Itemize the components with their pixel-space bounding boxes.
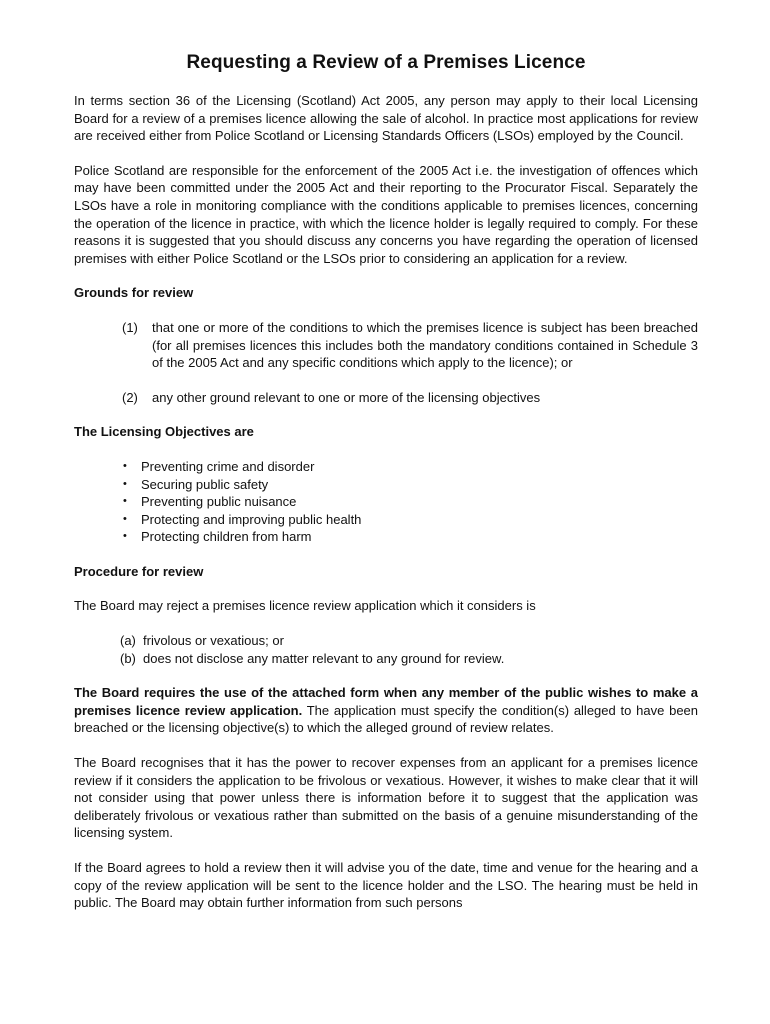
form-requirement-bold: The Board requires the use of the attached form when any member of the public wishes to make a premises licence review application. <box>74 685 698 718</box>
document-page <box>74 50 698 929</box>
procedure-intro: The Board may reject a premises licence review application which it considers is <box>74 598 536 614</box>
objective-text: Securing public safety <box>141 476 269 492</box>
rejection-item <box>120 632 698 650</box>
objective-item <box>122 493 698 511</box>
rejection-list <box>74 632 698 667</box>
bullet-icon: • <box>123 477 127 490</box>
grounds-item-marker: (2) <box>122 389 138 405</box>
rejection-item-text: does not disclose any matter relevant to any ground for review. <box>143 650 505 666</box>
grounds-item-text: that one or more of the conditions to which the premises licence is subject has been breached (for all premises licences this includes both the mandatory conditions contained in Schedule 3 of the 2005 Act and any specific conditions which apply to the licence); or <box>152 319 698 371</box>
grounds-item-text: any other ground relevant to one or more of the licensing objectives <box>152 389 541 405</box>
bullet-icon: • <box>123 495 127 508</box>
grounds-item <box>122 389 698 407</box>
intro-paragraph-1: In terms section 36 of the Licensing (Scotland) Act 2005, any person may apply to their local Licensing Board for a review of a premises licence allowing the sale of alcohol. In practice most applications for review are received either from Police Scotland or Licensing Standards Officers (LSOs) employed by the Council. <box>74 93 698 144</box>
bullet-icon: • <box>123 512 127 525</box>
objective-item <box>122 476 698 494</box>
grounds-heading: Grounds for review <box>74 285 194 301</box>
rejection-item-marker: (a) <box>120 633 136 649</box>
intro-paragraph-2: Police Scotland are responsible for the enforcement of the 2005 Act i.e. the investigation of offences which may have been committed under the 2005 Act and their reporting to the Procurator Fiscal. Separately the LSOs have a role in monitoring compliance with the conditions applicable to premises licences, concerning the operation of the licence in practice, with which the licence holder is legally required to comply. For these reasons it is suggested that you should discuss any concerns you have regarding the operation of licensed premises with either Police Scotland or the LSOs prior to considering an application for a review. <box>74 162 698 266</box>
grounds-list <box>74 319 698 406</box>
objective-item <box>122 458 698 476</box>
bullet-icon: • <box>123 459 127 472</box>
grounds-item <box>122 319 698 372</box>
bullet-icon: • <box>123 530 127 543</box>
objective-text: Preventing public nuisance <box>141 494 297 510</box>
objectives-list <box>74 458 698 546</box>
expenses-paragraph: The Board recognises that it has the power to recover expenses from an applicant for a premises licence review if it considers the application to be frivolous or vexatious. However, it wishes to make clear that it will not consider using that power unless there is information before it to suggest that the application was deliberately frivolous or vexatious rather than submitted on the basis of a genuine misunderstanding of the licensing system. <box>74 755 698 841</box>
hearing-paragraph: If the Board agrees to hold a review then it will advise you of the date, time and venue for the hearing and a copy of the review application will be sent to the licence holder and the LSO. The hearing must be held in public. The Board may obtain further information from such persons <box>74 860 698 911</box>
objective-text: Protecting children from harm <box>141 529 312 545</box>
rejection-item-text: frivolous or vexatious; or <box>143 633 284 649</box>
form-requirement-rest: The application must specify the condition(s) alleged to have been breached or the licensing objective(s) to which the alleged ground of review relates. <box>74 702 699 736</box>
rejection-item <box>120 650 698 668</box>
page-title: Requesting a Review of a Premises Licence <box>186 52 586 73</box>
form-requirement-paragraph <box>74 684 698 737</box>
objectives-heading: The Licensing Objectives are <box>74 424 254 440</box>
procedure-heading: Procedure for review <box>74 563 204 579</box>
rejection-item-marker: (b) <box>120 650 136 666</box>
grounds-item-marker: (1) <box>122 319 138 335</box>
objective-text: Preventing crime and disorder <box>141 458 315 474</box>
objective-text: Protecting and improving public health <box>141 511 362 527</box>
objective-item <box>122 511 698 529</box>
objective-item <box>122 528 698 546</box>
